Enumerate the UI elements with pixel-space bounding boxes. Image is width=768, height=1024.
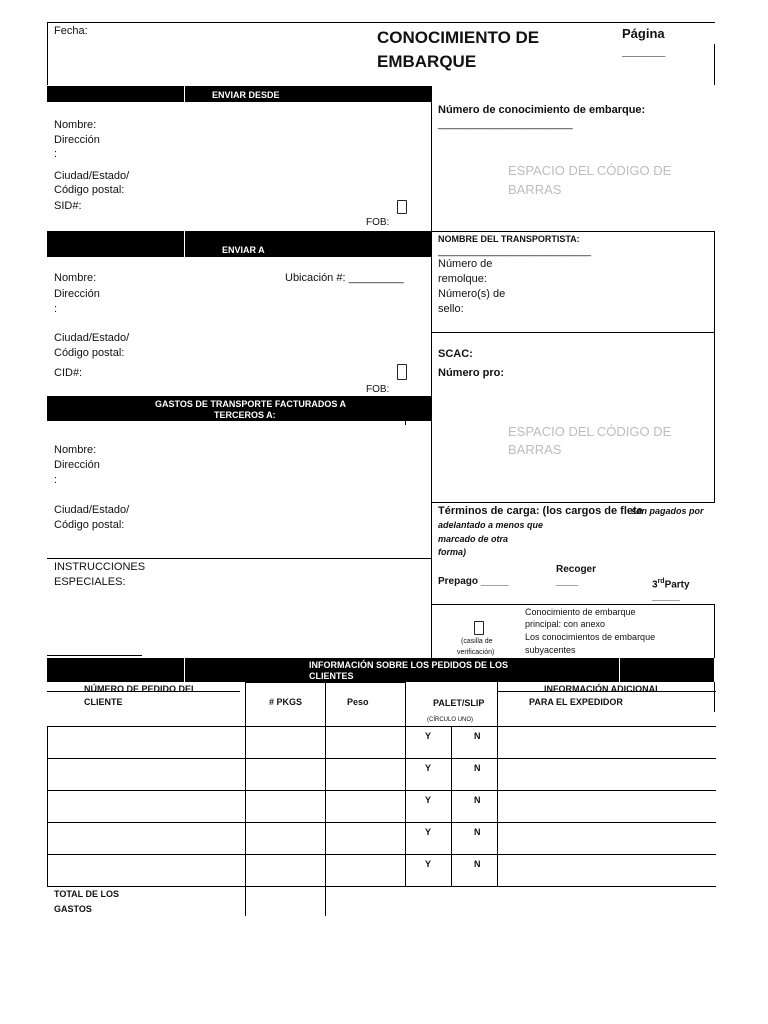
pallet-yes[interactable]: Y	[425, 795, 432, 805]
date-label: Fecha:	[54, 25, 88, 37]
ship-from-fob-checkbox[interactable]	[397, 200, 407, 214]
ship-from-colon: :	[54, 148, 58, 160]
orders-bar	[47, 658, 714, 682]
page-label: Página	[622, 26, 665, 41]
pallet-yes[interactable]: Y	[425, 827, 432, 837]
col-header-info-1: INFORMACIÓN ADICIONAL	[544, 684, 661, 694]
special-instructions-bottom-rule	[47, 655, 142, 656]
pallet-no[interactable]: N	[474, 795, 481, 805]
col-header-pallet-sub: (CÍRCULO UNO)	[427, 717, 473, 723]
table-row[interactable]	[47, 854, 716, 886]
third-party-option-word: Party	[664, 579, 690, 591]
third-party-bar-line2: TERCEROS A:	[214, 410, 276, 420]
master-bol-checkbox[interactable]	[474, 621, 484, 635]
terms-italic-4: forma)	[438, 547, 467, 557]
doc-title-line2: EMBARQUE	[377, 52, 477, 71]
pallet-no[interactable]: N	[474, 859, 481, 869]
terms-bold: Términos de carga: (los cargos de flete	[438, 505, 643, 517]
collect-option[interactable]: Recoger	[556, 564, 597, 575]
ship-to-name[interactable]: Nombre:	[54, 272, 97, 284]
col-header-info-2: PARA EL EXPEDIDOR	[529, 697, 623, 707]
ship-from-sid[interactable]: SID#:	[54, 200, 82, 212]
terms-top-rule	[431, 502, 715, 503]
table-row[interactable]	[47, 790, 716, 822]
terms-italic-2: adelantado a menos que	[438, 520, 544, 530]
table-row[interactable]	[47, 726, 716, 758]
ship-to-colon: :	[54, 303, 58, 315]
checkbox-caption-1: (casilla de	[461, 638, 493, 645]
pallet-no[interactable]: N	[474, 731, 481, 741]
col-header-pkgs: # PKGS	[269, 697, 303, 707]
terms-italic-3: marcado de otra	[438, 534, 509, 544]
third-party-name[interactable]: Nombre:	[54, 444, 97, 456]
doc-title-line1: CONOCIMIENTO DE	[377, 28, 540, 47]
special-instructions-top-rule	[47, 558, 431, 559]
pallet-no[interactable]: N	[474, 763, 481, 773]
master-bol-text-1: Conocimiento de embarque	[525, 607, 636, 617]
seal-number-line2: sello:	[438, 303, 464, 315]
third-party-bar-line1: GASTOS DE TRANSPORTE FACTURADOS A	[155, 399, 347, 409]
header-top-rule	[47, 22, 715, 23]
left-col-divider-2	[431, 231, 432, 396]
header-rule-left	[47, 691, 240, 692]
third-party-address[interactable]: Dirección	[54, 459, 100, 471]
col-header-pallet: PALET/SLIP	[433, 698, 485, 708]
master-bol-top-rule	[431, 604, 715, 605]
master-bol-right-rule	[714, 604, 715, 658]
third-party-option-sup: rd	[657, 578, 665, 585]
header-rule-right	[497, 691, 716, 692]
third-party-bar	[47, 396, 431, 421]
header-right-rule	[714, 44, 715, 85]
terms-italic-1: son pagados por	[631, 506, 704, 516]
collect-blank[interactable]: ____	[556, 576, 579, 587]
left-col-divider-4	[431, 396, 432, 658]
master-bol-text-2: principal: con anexo	[525, 619, 606, 629]
barcode-space-2-line2: BARRAS	[508, 442, 562, 457]
table-row[interactable]	[47, 758, 716, 790]
total-charges-line1: TOTAL DE LOS	[54, 889, 120, 899]
bar-divider	[184, 86, 185, 102]
ship-from-name[interactable]: Nombre:	[54, 119, 97, 131]
table-row[interactable]	[47, 822, 716, 854]
ship-from-bar-label: ENVIAR DESDE	[212, 90, 280, 100]
checkbox-caption-2: verificación)	[457, 649, 495, 656]
ship-to-bar	[47, 231, 431, 257]
col-header-weight: Peso	[347, 697, 369, 707]
ship-from-fob: FOB:	[366, 217, 390, 228]
ship-to-cid[interactable]: CID#:	[54, 367, 83, 379]
col-header-order-2: CLIENTE	[84, 697, 123, 707]
ship-to-location[interactable]: Ubicación #: _________	[285, 272, 404, 284]
header-left-rule	[47, 22, 48, 85]
col-header-order-1: NÚMERO DE PEDIDO DEL	[84, 684, 197, 694]
ship-to-address[interactable]: Dirección	[54, 288, 100, 300]
total-charges-line2: GASTOS	[54, 904, 92, 914]
bol-number-blank[interactable]: ______________________	[438, 118, 573, 130]
third-party-option-number: 3	[652, 579, 658, 591]
right-rule-scac	[431, 332, 715, 333]
ship-from-zip[interactable]: Código postal:	[54, 184, 125, 196]
master-bol-text-3: Los conocimientos de embarque	[525, 632, 656, 642]
header-vline-right	[714, 682, 715, 712]
master-bol-text-4: subyacentes	[525, 645, 576, 655]
third-party-city[interactable]: Ciudad/Estado/	[54, 504, 130, 516]
orders-bar-line1: INFORMACIÓN SOBRE LOS PEDIDOS DE LOS	[309, 660, 509, 670]
pro-number-label[interactable]: Número pro:	[438, 367, 504, 379]
third-party-blank[interactable]: _____	[652, 591, 680, 602]
table-rule	[47, 886, 716, 887]
barcode-space-2-line1: ESPACIO DEL CÓDIGO DE	[508, 424, 672, 439]
ship-to-city[interactable]: Ciudad/Estado/	[54, 332, 130, 344]
seal-number-line1[interactable]: Número(s) de	[438, 288, 506, 300]
ship-to-fob: FOB:	[366, 384, 390, 395]
bol-number-label: Número de conocimiento de embarque:	[438, 104, 646, 116]
trailer-number-line1[interactable]: Número de	[438, 258, 493, 270]
third-party-zip[interactable]: Código postal:	[54, 519, 125, 531]
trailer-number-line2: remolque:	[438, 273, 487, 285]
ship-to-bar-label: ENVIAR A	[222, 245, 265, 255]
scac-label[interactable]: SCAC:	[438, 348, 473, 360]
pallet-no[interactable]: N	[474, 827, 481, 837]
carrier-name-label: NOMBRE DEL TRANSPORTISTA:	[438, 234, 580, 244]
bar-divider	[184, 231, 185, 257]
ship-from-address[interactable]: Dirección	[54, 134, 100, 146]
barcode-space-1-line1: ESPACIO DEL CÓDIGO DE	[508, 163, 672, 178]
bar-divider	[619, 658, 620, 682]
prepaid-option[interactable]: Prepago _____	[438, 576, 509, 587]
ship-from-city[interactable]: Ciudad/Estado/	[54, 170, 130, 182]
right-outer-rule	[714, 231, 715, 503]
ship-from-bar	[47, 86, 431, 102]
ship-to-fob-checkbox[interactable]	[397, 364, 407, 380]
carrier-name-blank[interactable]: _________________________	[438, 245, 591, 257]
special-instructions-line2: ESPECIALES:	[54, 576, 126, 588]
left-col-divider-1	[431, 86, 432, 231]
third-party-colon: :	[54, 474, 58, 486]
left-col-divider-3	[405, 421, 406, 425]
pallet-yes[interactable]: Y	[425, 731, 432, 741]
bar-divider	[184, 658, 185, 682]
page-blank[interactable]: ______	[622, 43, 666, 58]
orders-bar-line2: CLIENTES	[309, 671, 354, 681]
special-instructions-line1: INSTRUCCIONES	[54, 561, 146, 573]
ship-to-zip[interactable]: Código postal:	[54, 347, 125, 359]
pallet-yes[interactable]: Y	[425, 763, 432, 773]
barcode-space-1-line2: BARRAS	[508, 182, 562, 197]
pallet-yes[interactable]: Y	[425, 859, 432, 869]
